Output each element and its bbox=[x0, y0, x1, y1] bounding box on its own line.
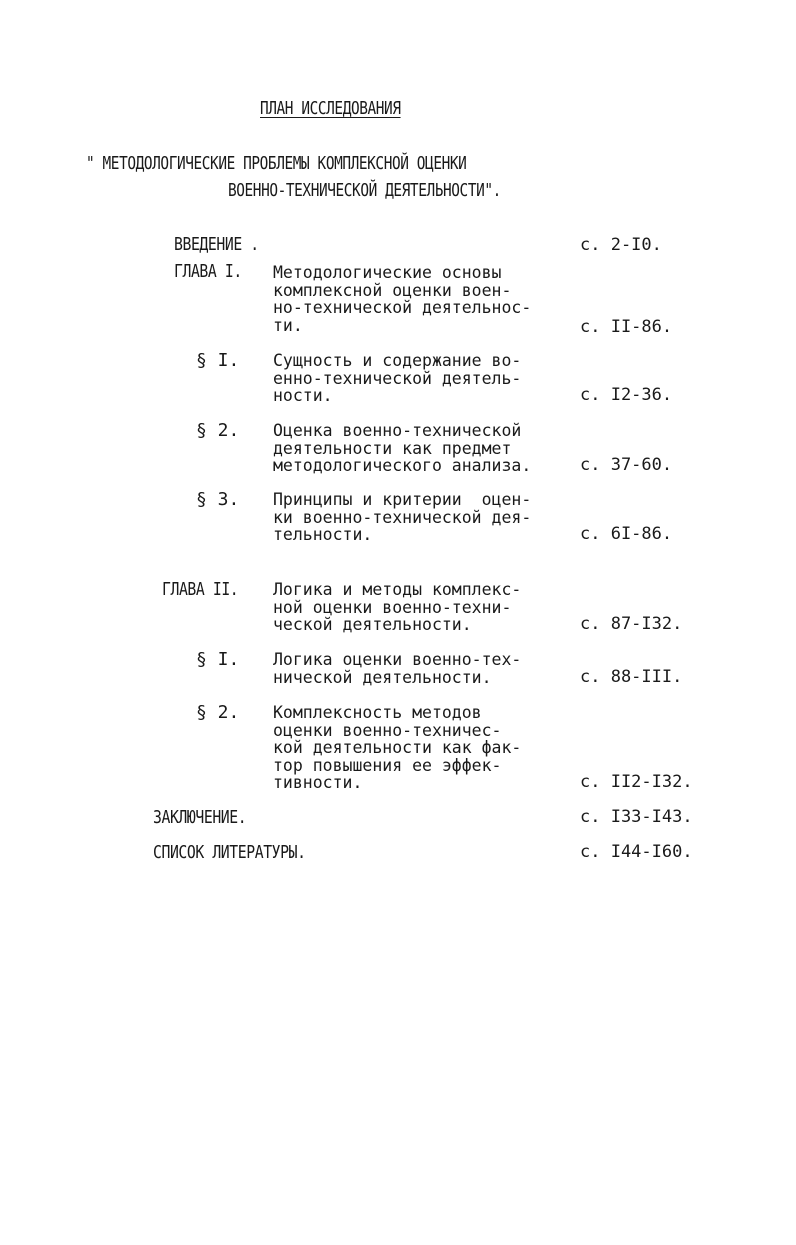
toc-ch1-section3-text: Принципы и критерии оцен- ки военно-технической дея- тельности. bbox=[273, 490, 532, 545]
toc-ch2-section1-pages: с. 88-III. bbox=[580, 667, 683, 687]
subtitle-line-1: " МЕТОДОЛОГИЧЕСКИЕ ПРОБЛЕМЫ КОМПЛЕКСНОЙ ОЦЕНКИ bbox=[86, 153, 467, 174]
toc-ch1-section1-text: Сущность и содержание во- енно-технической деятель- ности. bbox=[273, 351, 522, 406]
toc-bibliography-label: СПИСОК ЛИТЕРАТУРЫ. bbox=[153, 842, 306, 863]
toc-ch1-section2-pages: с. 37-60. bbox=[580, 455, 673, 475]
toc-ch2-section1-label: § I. bbox=[196, 649, 240, 670]
toc-ch2-section2-label: § 2. bbox=[196, 702, 240, 723]
toc-chapter2-pages: с. 87-I32. bbox=[580, 614, 683, 634]
toc-chapter2-label: ГЛАВА II. bbox=[162, 579, 239, 600]
toc-chapter1-pages: с. II-86. bbox=[580, 317, 673, 337]
toc-intro-pages: с. 2-I0. bbox=[580, 235, 662, 255]
toc-ch2-section1-text: Логика оценки военно-тех- нической деятельности. bbox=[273, 650, 522, 687]
toc-ch1-section1-label: § I. bbox=[196, 350, 240, 371]
toc-ch1-section1-pages: с. I2-36. bbox=[580, 385, 673, 405]
toc-ch1-section3-label: § 3. bbox=[196, 489, 240, 510]
toc-ch2-section2-pages: с. II2-I32. bbox=[580, 772, 693, 792]
toc-ch1-section3-pages: с. 6I-86. bbox=[580, 524, 673, 544]
toc-ch1-section2-text: Оценка военно-технической деятельности как предмет методологического анализа. bbox=[273, 421, 532, 476]
toc-intro-label: ВВЕДЕНИЕ . bbox=[174, 234, 259, 255]
toc-conclusion-pages: с. I33-I43. bbox=[580, 807, 693, 827]
toc-ch2-section2-text: Комплексность методов оценки военно-техничес- кой деятельности как фак- тор повышения ее эффек- тивности. bbox=[273, 703, 522, 793]
toc-ch1-section2-label: § 2. bbox=[196, 420, 240, 441]
toc-bibliography-pages: с. I44-I60. bbox=[580, 842, 693, 862]
toc-conclusion-label: ЗАКЛЮЧЕНИЕ. bbox=[153, 807, 247, 828]
toc-chapter1-label: ГЛАВА I. bbox=[174, 261, 242, 282]
toc-chapter1-text: Методологические основы комплексной оценки воен- но-технической деятельнос- ти. bbox=[273, 263, 532, 335]
subtitle-line-2: ВОЕННО-ТЕХНИЧЕСКОЙ ДЕЯТЕЛЬНОСТИ". bbox=[228, 180, 501, 201]
toc-chapter2-text: Логика и методы комплекс- ной оценки военно-техни- ческой деятельности. bbox=[273, 580, 522, 635]
page-title: ПЛАН ИССЛЕДОВАНИЯ bbox=[260, 98, 401, 119]
